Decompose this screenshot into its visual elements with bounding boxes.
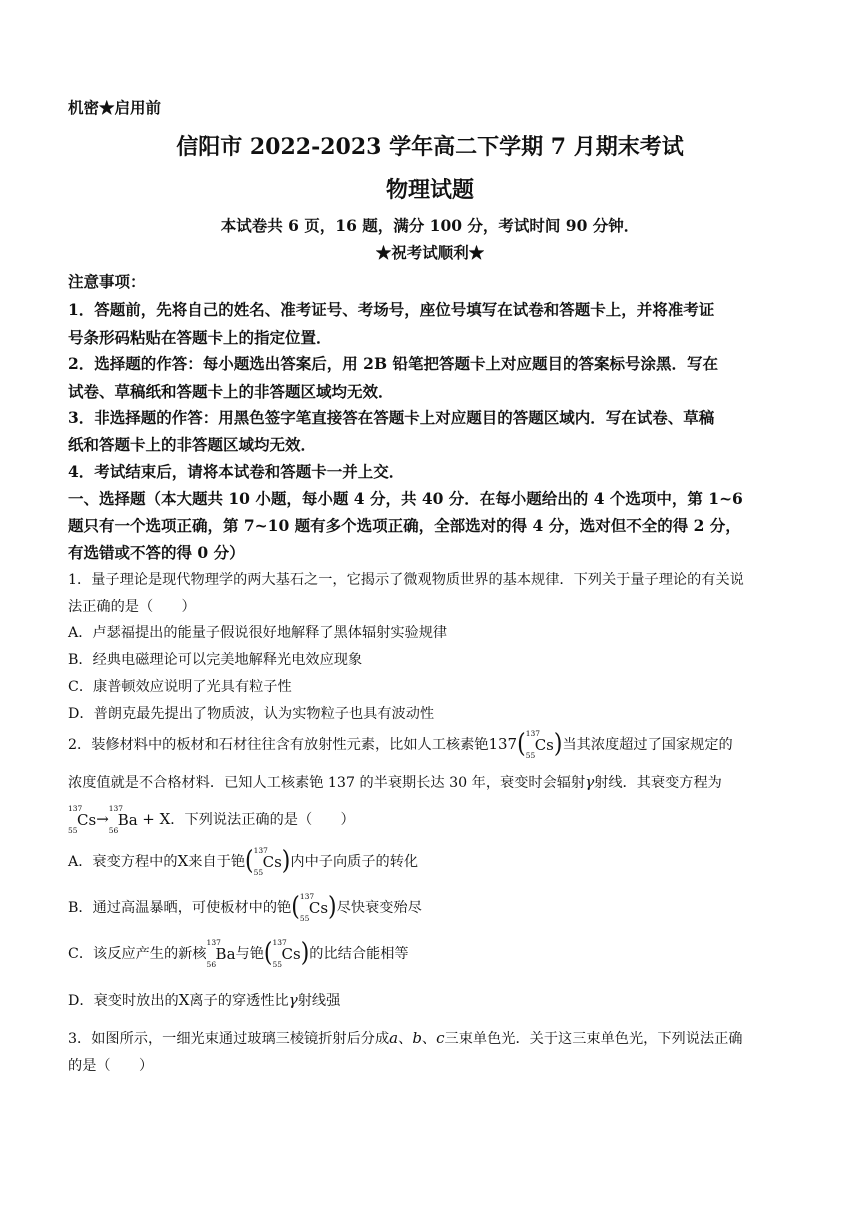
note-line: 号条形码粘贴在答题卡上的指定位置． [68, 328, 332, 347]
beam-a-label: a [389, 1029, 399, 1047]
section-heading: 有选错或不答的得 0 分） [68, 543, 245, 562]
q2-option-c: C．该反应产生的新核 137 56 Ba与铯( 137 55 Cs)的比结合能相等 [68, 938, 409, 969]
section-heading: 题只有一个选项正确，第 7~10 题有多个选项正确，全部选对的得 4 分，选对但不全的得 2 分， [68, 516, 741, 535]
note-line: 4．考试结束后，请将本试卷和答题卡一并上交． [68, 462, 405, 481]
cs-isotope: 137 55 Cs [525, 729, 554, 760]
note-line: 3．非选择题的作答：用黑色签字笔直接答在答题卡上对应题目的答题区域内．写在试卷、草稿 [68, 408, 715, 427]
q2-stem-line1: 2．装修材料中的板材和石材往往含有放射性元素，比如人工核素铯137( 137 55 Cs)当其浓度超过了国家规定的 [68, 729, 733, 760]
section-heading: 一、选择题（本大题共 10 小题，每小题 4 分，共 40 分．在每小题给出的 4 个选项中，第 1~6 [68, 489, 743, 508]
note-line: 1．答题前，先将自己的姓名、准考证号、考场号，座位号填写在试卷和答题卡上，并将准考证 [68, 300, 715, 319]
q2-option-a: A．衰变方程中的X来自于铯( 137 55 Cs)内中子向质子的转化 [68, 846, 419, 877]
q1-option-d: D．普朗克最先提出了物质波，认为实物粒子也具有波动性 [68, 706, 435, 722]
q1-option-a: A．卢瑟福提出的能量子假说很好地解释了黑体辐射实验规律 [68, 625, 448, 641]
note-line: 纸和答题卡上的非答题区域均无效． [68, 435, 317, 454]
exam-title: 信阳市 2022-2023 学年高二下学期 7 月期末考试 [176, 134, 684, 160]
q2-mass-number: 137 [488, 735, 518, 753]
q3-stem-line2: 的是（ ） [68, 1058, 154, 1074]
q2-decay-equation: 137 55 Cs→ 137 56 Ba + X．下列说法正确的是（ ） [68, 804, 355, 835]
q1-option-b: B．经典电磁理论可以完美地解释光电效应现象 [68, 652, 363, 668]
q2-option-b: B．通过高温暴晒，可使板材中的铯( 137 55 Cs)尽快衰变殆尽 [68, 892, 422, 923]
q1-stem: 法正确的是（ ） [68, 599, 196, 615]
subject-title: 物理试题 [385, 177, 474, 203]
arrow-symbol: → [96, 810, 109, 828]
note-line: 2．选择题的作答：每小题选出答案后，用 2B 铅笔把答题卡上对应题目的答案标号涂黑．写在 [68, 354, 718, 373]
gamma-symbol: γ [585, 773, 595, 791]
q2-stem-line2: 浓度值就是不合格材料．已知人工核素铯 137 的半衰期长达 30 年，衰变时会辐射γ射线．其衰变方程为 [68, 773, 722, 791]
q2-text: 2．装修材料中的板材和石材往往含有放射性元素，比如人工核素铯 [68, 737, 489, 753]
exam-info: 本试卷共 6 页，16 题，满分 100 分，考试时间 90 分钟． [220, 216, 640, 235]
beam-c-label: c [436, 1029, 445, 1047]
q2-option-d: D．衰变时放出的X离子的穿透性比γ射线强 [68, 991, 341, 1009]
q1-stem: 1．量子理论是现代物理学的两大基石之一，它揭示了微观物质世界的基本规律．下列关于量子理论的有关说 [68, 572, 744, 588]
q3-stem-line1: 3．如图所示，一细光束通过玻璃三棱镜折射后分成a、b、c三束单色光．关于这三束单色光，下列说法正确 [68, 1029, 743, 1047]
beam-b-label: b [412, 1029, 422, 1047]
q2-text: 当其浓度超过了国家规定的 [562, 737, 733, 753]
secret-label: 机密★启用前 [68, 98, 162, 117]
exam-wish: ★祝考试顺利★ [375, 243, 485, 262]
q1-option-c: C．康普顿效应说明了光具有粒子性 [68, 679, 292, 695]
notes-heading: 注意事项： [68, 272, 146, 291]
note-line: 试卷、草稿纸和答题卡上的非答题区域均无效． [68, 382, 394, 401]
